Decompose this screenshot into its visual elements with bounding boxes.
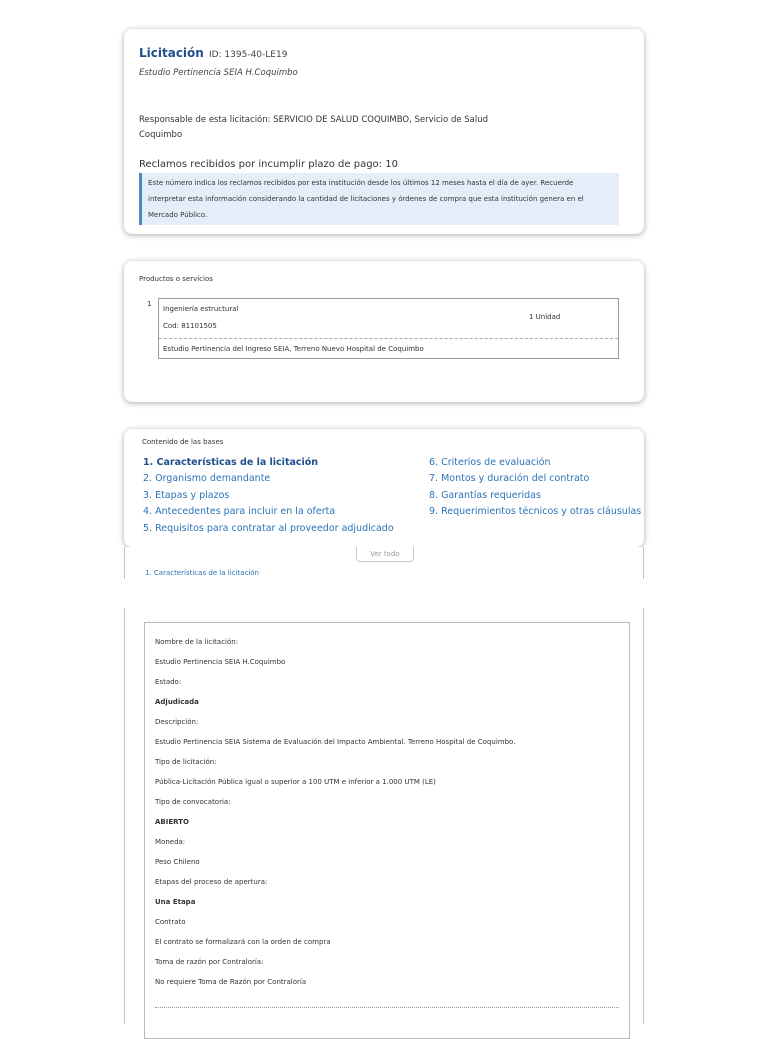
product-code: Cod: 81101505 (163, 322, 217, 330)
toc-link-caracteristicas[interactable]: 1. Características de la licitación (143, 457, 319, 468)
responsible-text: Responsable de esta licitación: SERVICIO DE SALUD COQUIMBO, Servicio de Salud Coquimbo (139, 115, 489, 140)
toc-link-garantias[interactable]: 8. Garantías requeridas (429, 490, 541, 501)
tender-title: Licitación (139, 46, 204, 60)
toc-link-requisitos[interactable]: 5. Requisitos para contratar al proveedor adjudicado (143, 523, 394, 534)
toc-link-organismo[interactable]: 2. Organismo demandante (143, 473, 271, 484)
products-card (124, 261, 644, 402)
panel-right-edge (643, 547, 644, 579)
toc-link-criterios[interactable]: 6. Criterios de evaluación (429, 457, 551, 468)
product-divider (159, 338, 618, 339)
section-panel-top (124, 547, 644, 579)
tender-details-box (144, 622, 630, 1039)
products-label: Productos o servicios (139, 275, 213, 283)
field-label-etapas: Etapas del proceso de apertura: (155, 878, 268, 886)
field-label-moneda: Moneda: (155, 838, 186, 846)
tender-header-card (124, 29, 644, 234)
claims-count: Reclamos recibidos por incumplir plazo de pago: 10 (139, 159, 398, 170)
dotted-divider (155, 1007, 619, 1008)
field-label-tipo-convocatoria: Tipo de convocatoria: (155, 798, 231, 806)
tender-subtitle: Estudio Pertinencia SEIA H.Coquimbo (139, 68, 298, 78)
tender-title-row (139, 42, 287, 61)
product-number: 1 (147, 300, 152, 308)
field-value-nombre: Estudio Pertinencia SEIA H.Coquimbo (155, 658, 286, 666)
bases-content-card (124, 429, 644, 547)
toc-link-antecedentes[interactable]: 4. Antecedentes para incluir en la oferta (143, 506, 336, 517)
panel-left-edge (124, 547, 125, 579)
toc-link-requerimientos[interactable]: 9. Requerimientos técnicos y otras cláusulas (429, 506, 642, 517)
toc-link-montos[interactable]: 7. Montos y duración del contrato (429, 473, 590, 484)
field-label-estado: Estado: (155, 678, 182, 686)
field-label-toma-razon: Toma de razón por Contraloría: (155, 958, 264, 966)
field-label-contrato: Contrato (155, 918, 186, 926)
field-value-etapas: Una Etapa (155, 898, 196, 906)
field-value-moneda: Peso Chileno (155, 858, 200, 866)
field-value-tipo-convocatoria: ABIERTO (155, 818, 189, 826)
product-row (158, 298, 619, 359)
toc-link-etapas[interactable]: 3. Etapas y plazos (143, 490, 230, 501)
field-label-descripcion: Descripción: (155, 718, 199, 726)
field-value-estado: Adjudicada (155, 698, 199, 706)
section-panel-body (124, 608, 644, 1024)
bases-label: Contenido de las bases (142, 438, 224, 446)
panel-left-edge (124, 608, 125, 1024)
field-label-tipo-licitacion: Tipo de licitación: (155, 758, 217, 766)
field-value-toma-razon: No requiere Toma de Razón por Contraloría (155, 978, 307, 986)
ver-todo-button[interactable]: Ver todo (356, 547, 414, 562)
tender-id: ID: 1395-40-LE19 (208, 50, 288, 60)
field-value-descripcion: Estudio Pertinencia SEIA Sistema de Evaluación del Impacto Ambiental. Terreno Hospital de Coquimbo. (155, 738, 516, 746)
section-heading: 1. Características de la licitación (145, 569, 259, 577)
product-quantity: 1 Unidad (529, 313, 561, 321)
field-value-tipo-licitacion: Pública-Licitación Pública igual o superior a 100 UTM e inferior a 1.000 UTM (LE) (155, 778, 436, 786)
panel-right-edge (643, 608, 644, 1024)
product-name: Ingeniería estructural (163, 305, 239, 313)
product-description: Estudio Pertinencia del Ingreso SEIA, Terreno Nuevo Hospital de Coquimbo (163, 345, 424, 353)
field-label-nombre: Nombre de la licitación: (155, 638, 239, 646)
claims-info-box: Este número indica los reclamos recibidos por esta institución desde los últimos 12 meses hasta el día de ayer. Recuerde interpretar esta información considerando la cantidad de licitaciones y órdenes de compra que esta institución genera en el Mercado Público. (139, 173, 619, 225)
field-value-contrato: El contrato se formalizará con la orden de compra (155, 938, 331, 946)
